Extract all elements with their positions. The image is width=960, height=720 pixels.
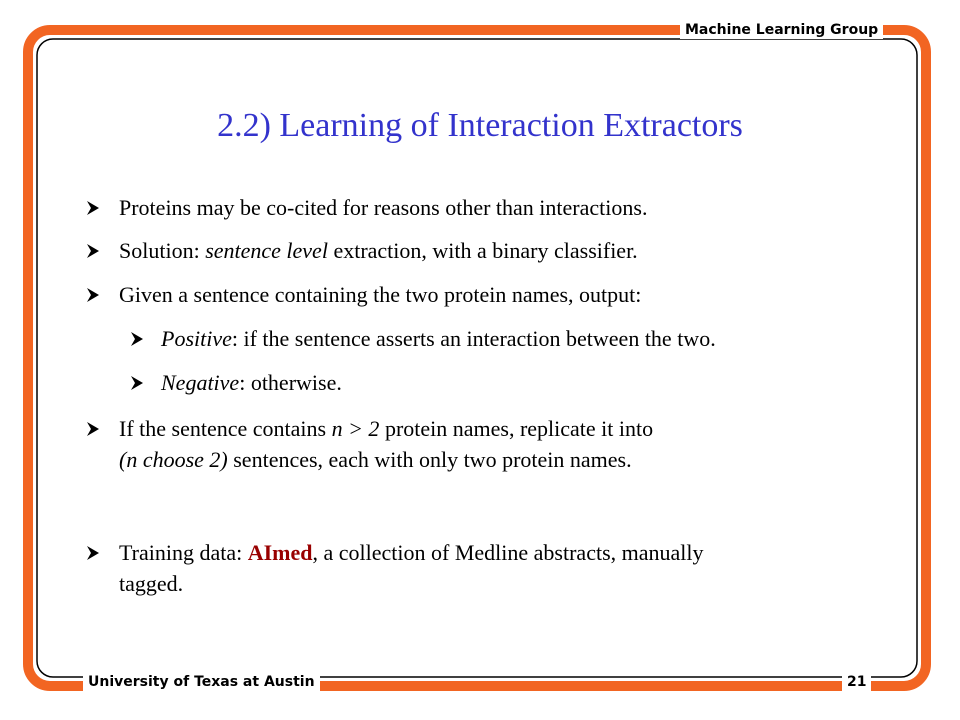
group-label: Machine Learning Group xyxy=(680,21,883,39)
bullet-item: Proteins may be co-cited for reasons other than interactions. xyxy=(87,192,647,223)
sub-bullet-item: Positive: if the sentence asserts an interaction between the two. xyxy=(131,323,716,354)
arrow-bullet-icon xyxy=(87,422,99,436)
bullet-item: If the sentence contains n > 2 protein names, replicate it into (n choose 2) sentences, each with only two protein names. xyxy=(87,413,653,475)
university-label: University of Texas at Austin xyxy=(83,673,320,691)
arrow-bullet-icon xyxy=(87,546,99,560)
arrow-bullet-icon xyxy=(87,201,99,215)
sub-bullet-item: Negative: otherwise. xyxy=(131,367,342,398)
arrow-bullet-icon xyxy=(131,376,143,390)
page-number: 21 xyxy=(842,673,871,691)
bullet-item: Solution: sentence level extraction, with a binary classifier. xyxy=(87,235,638,266)
dataset-name: AImed xyxy=(247,540,313,565)
arrow-bullet-icon xyxy=(87,288,99,302)
bullet-item: Training data: AImed, a collection of Medline abstracts, manually tagged. xyxy=(87,537,704,599)
slide-title: 2.2) Learning of Interaction Extractors xyxy=(217,107,743,144)
arrow-bullet-icon xyxy=(131,332,143,346)
bullet-item: Given a sentence containing the two protein names, output: xyxy=(87,279,641,310)
arrow-bullet-icon xyxy=(87,244,99,258)
